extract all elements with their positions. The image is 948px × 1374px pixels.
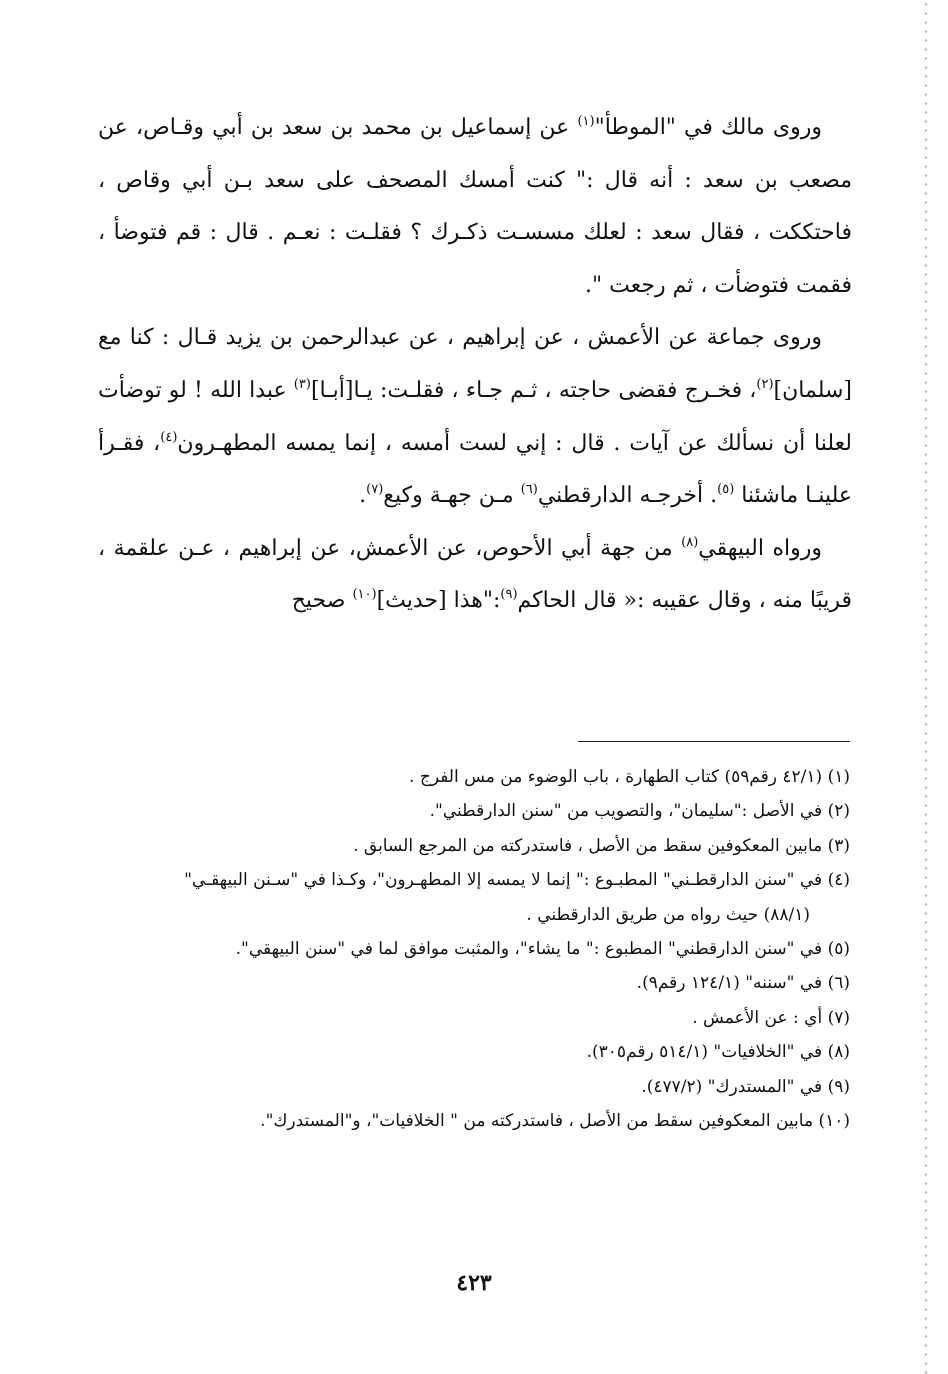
footnote-1: (١) (٤٢/١ رقم٥٩) كتاب الطهارة ، باب الوضوء من مس الفرج . (409, 767, 850, 787)
paragraph-1-text-a: وروى مالك في "الموطأ" (594, 115, 822, 140)
footnote-3: (٣) مابين المعكوفين سقط من الأصل ، فاستدركته من المرجع السابق . (353, 835, 850, 856)
paragraph-1 (98, 102, 852, 312)
footnote-ref-9: (٩) (500, 587, 518, 603)
footnotes (96, 760, 850, 1138)
paragraph-3-text-a: ورواه البيهقي (698, 535, 822, 561)
scan-edge-dots (924, 0, 928, 1374)
paragraph-1-text-b: عن إسماعيل بن محمد بن سعد بن أبي وقـاص، عن مصعب بن سعد : أنه قال :" كنت أمسك المصحف على سعد بـن أبي وقاص ، فاحتككت ، فقال سعد : لعلك مسسـت ذكـرك ؟ فقلـت : نعـم . قال : قم فتوضأ ، فقمت فتوضأت ، ثم رجعت ". (98, 115, 852, 298)
footnote-ref-7: (٧) (366, 482, 384, 498)
paragraph-2-text-e: . أخرجـه الدارقطني (537, 483, 718, 509)
paragraph-3-text-d: صحيح (291, 588, 353, 614)
paragraph-3 (98, 523, 852, 628)
footnote-separator (578, 741, 850, 742)
footnote-2: (٢) في الأصل :"سليمان"، والتصويب من "سنن الدارقطني". (429, 801, 850, 822)
footnote-9: (٩) في "المستدرك" (٤٧٧/٢). (641, 1076, 850, 1097)
footnote-6: (٦) في "سننه" (١٢٤/١ رقم٩). (636, 973, 850, 994)
paragraph-2-text-g: . (359, 483, 367, 509)
paragraph-2-text-a: وروى جماعة عن الأعمش ، عن إبراهيم ، عن عبدالرحمن بن يزيد قـال : كنا مع [سلمان] (98, 325, 853, 403)
footnote-10: (١٠) مابين المعكوفين سقط من الأصل ، فاستدركته من " الخلافيات"، و"المستدرك". (260, 1111, 850, 1132)
footnote-ref-6: (٦) (520, 482, 538, 498)
paragraph-2-text-d: ، فقـرأ علينـا ماشئنا (98, 430, 852, 509)
footnote-ref-4: (٤) (160, 429, 178, 445)
paragraph-2-text-f: مـن جهـة وكيع (383, 483, 521, 509)
paragraph-3-text-b: من جهة أبي الأحوص، عن الأعمش، عن إبراهيم ، عـن علقمة ، قريبًا منه ، وقال عقيبه :« قال الحاكم (98, 535, 852, 614)
footnote-8: (٨) في "الخلافيات" (٥١٤/١ رقم٣٠٥). (586, 1042, 850, 1063)
footnote-ref-5: (٥) (717, 482, 735, 498)
footnote-ref-3: (٣) (293, 376, 311, 392)
footnote-ref-1: (١) (577, 114, 595, 129)
footnote-ref-8: (٨) (681, 534, 699, 550)
footnote-ref-10: (١٠) (352, 587, 377, 603)
footnote-4: (٤) في "سنن الدارقطـني" المطبـوع :" إنما لا يمسه إلا المطهـرون"، وكـذا في "سـنن البيهقـي" (184, 870, 850, 891)
paragraph-2 (98, 312, 852, 522)
main-text (98, 102, 852, 628)
paragraph-2-text-c: عبدا الله ! لو توضأت لعلنا أن نسألك عن آيات . قال : إني لست أمسه ، إنما يمسه المطهـرون (98, 377, 853, 456)
paragraph-3-text-c: :"هذا [حديث] (376, 588, 501, 614)
page-number: ٤٢٣ (456, 1270, 492, 1296)
paragraph-2-text-b: ، فخـرج فقضى حاجته ، ثـم جـاء ، فقلـت: يـا[أبـا] (310, 377, 757, 403)
footnote-7: (٧) أي : عن الأعمش . (692, 1007, 850, 1028)
footnote-ref-2: (٢) (756, 376, 774, 392)
footnote-5: (٥) في "سنن الدارقطني" المطبوع :" ما يشاء"، والمثبت موافق لما في "سنن البيهقي". (235, 939, 850, 960)
footnote-4-continued: (٨٨/١) حيث رواه من طريق الدارقطني . (526, 904, 810, 925)
